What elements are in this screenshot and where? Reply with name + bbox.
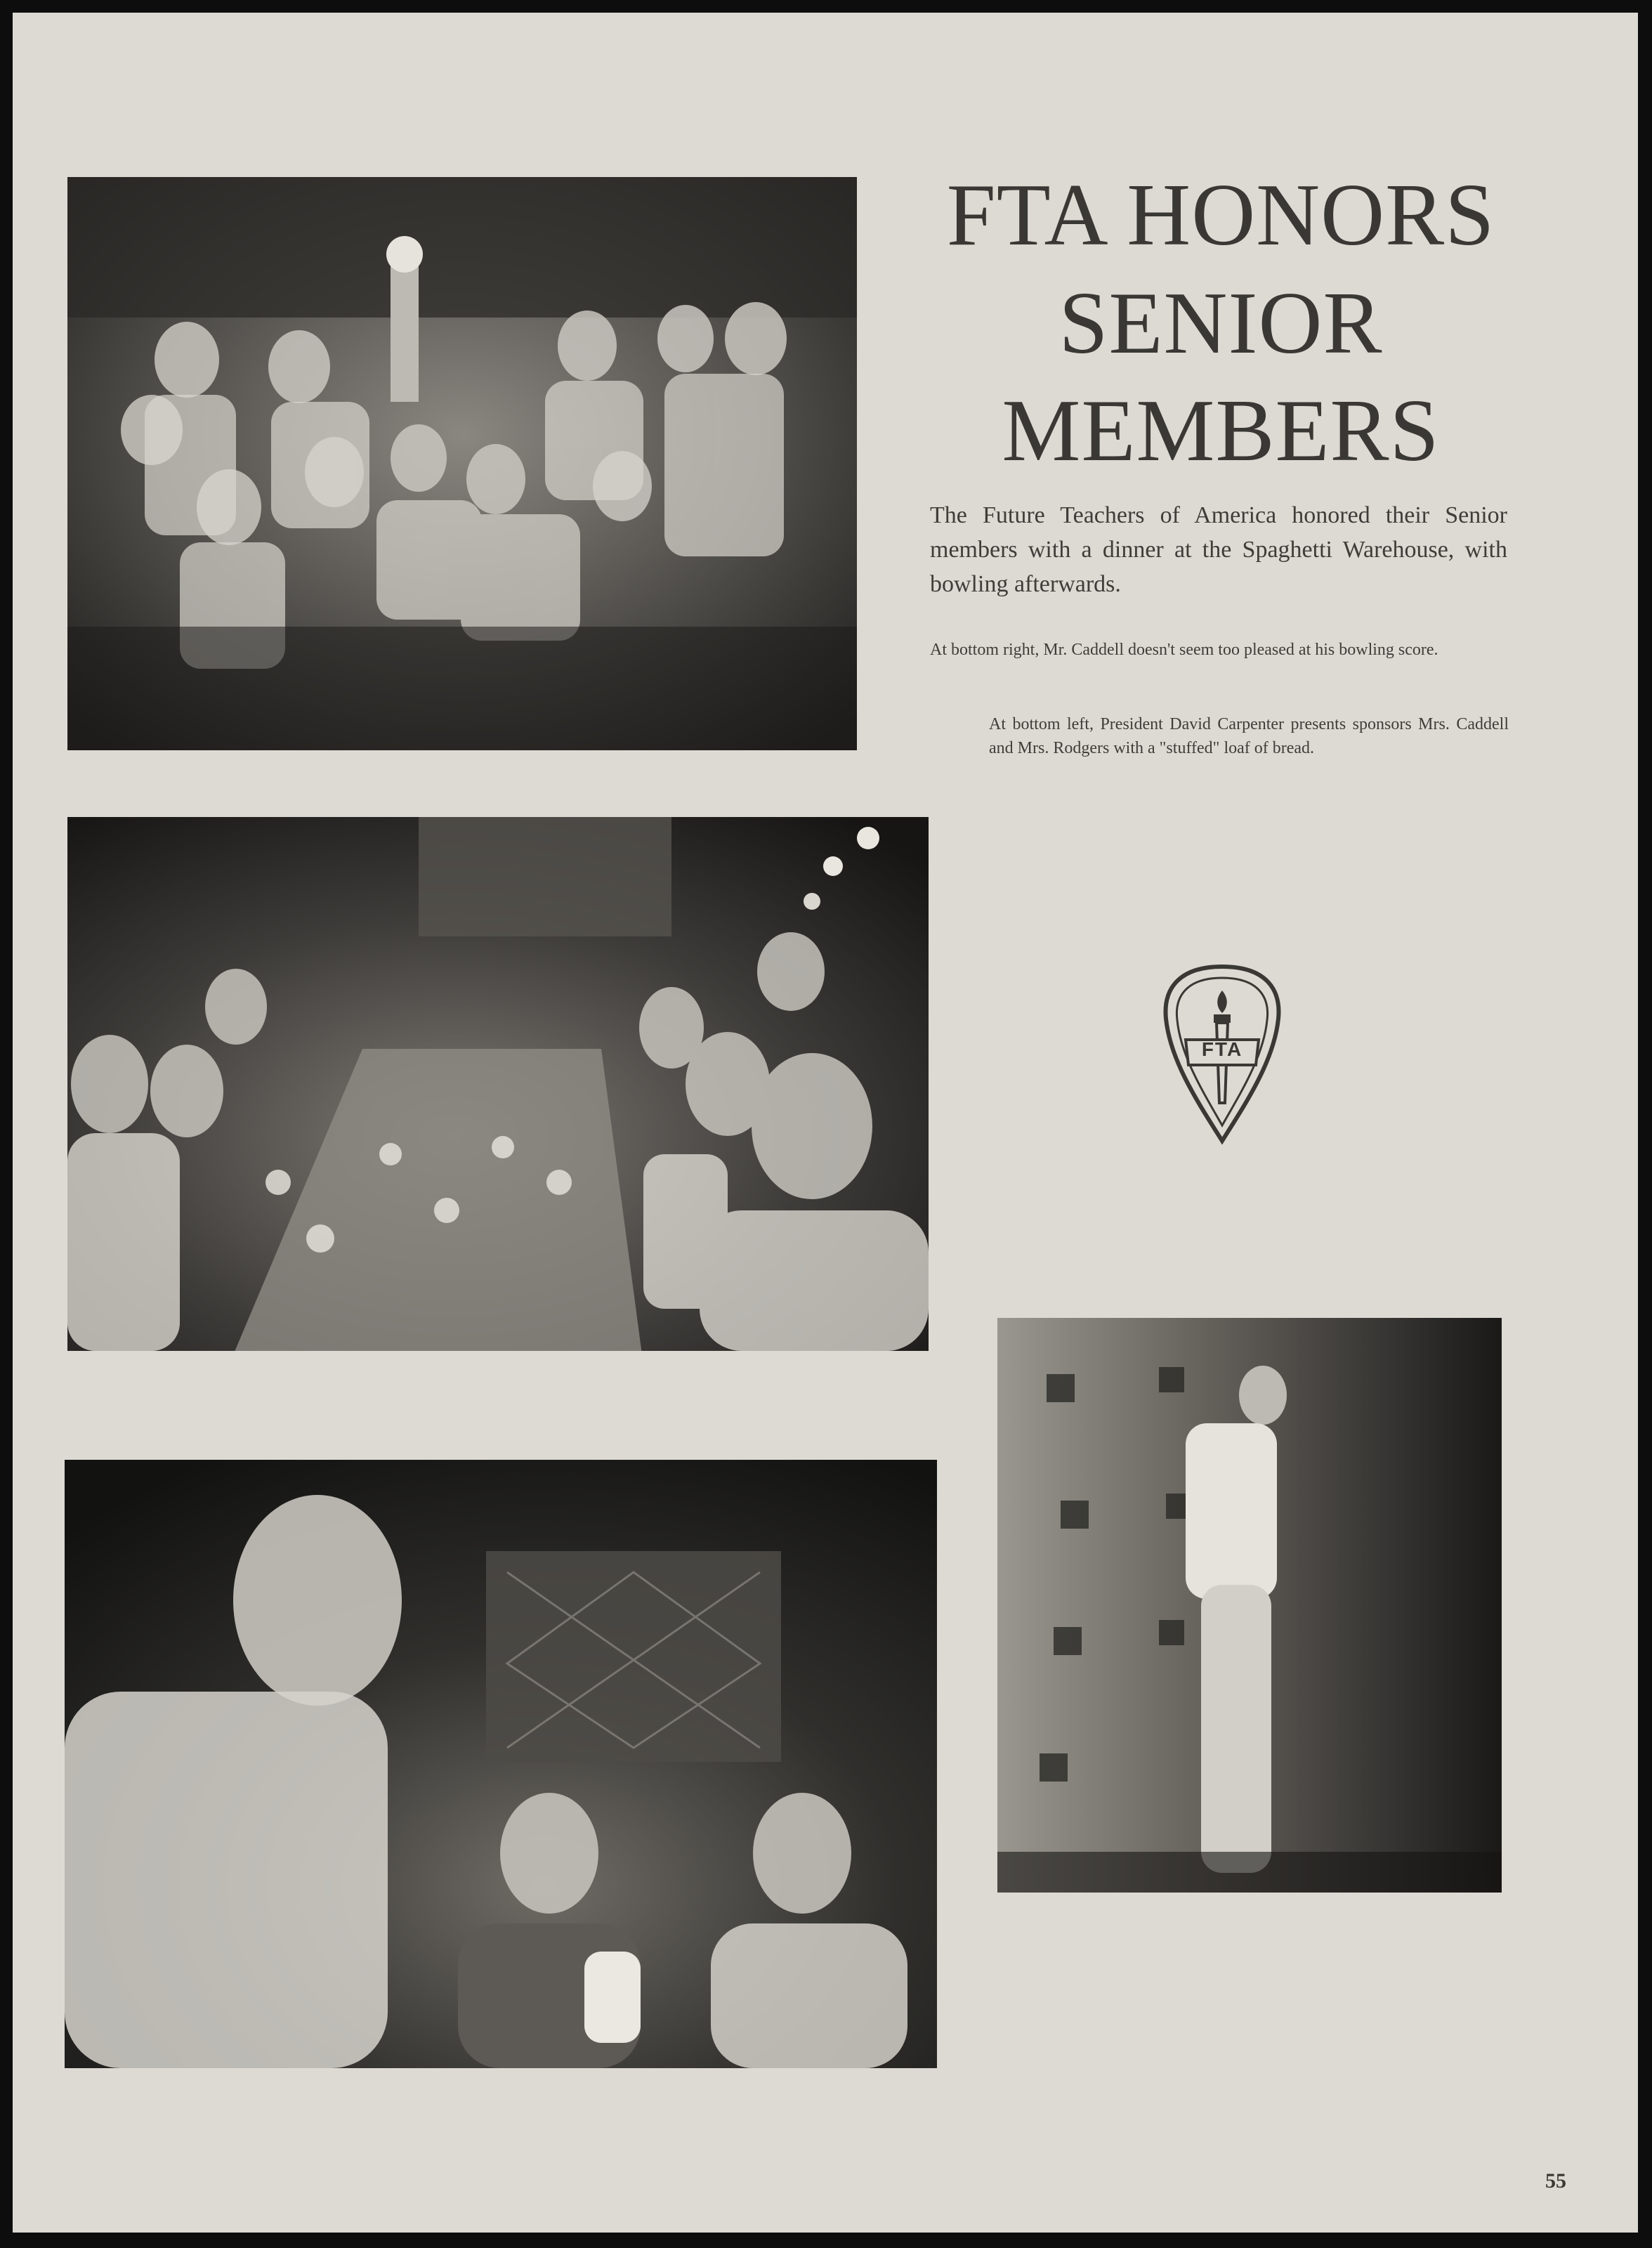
page-title <box>905 162 1537 485</box>
emblem-label: FTA <box>1201 1038 1243 1060</box>
table-group-image <box>67 817 929 1351</box>
intro-paragraph: The Future Teachers of America honored their Senior members with a dinner at the Spaghetti Warehouse, with bowling afterwards. <box>930 502 1507 597</box>
page-number: 55 <box>1545 2169 1566 2193</box>
caption-bottom-left: At bottom left, President David Carpenter presents sponsors Mrs. Caddell and Mrs. Rodgers with a "stuffed" loaf of bread. <box>989 715 1509 758</box>
bread-presentation-photo <box>65 1460 937 2068</box>
fta-emblem <box>1162 962 1283 1145</box>
title-line-1: FTA HONORS <box>946 166 1495 264</box>
group-dinner-image <box>67 177 857 750</box>
bowling-photo <box>997 1318 1502 1893</box>
caption-bottom-right: At bottom right, Mr. Caddell doesn't seem too pleased at his bowling score. <box>930 641 1438 659</box>
title-line-2: SENIOR <box>1058 274 1383 372</box>
bread-presentation-image <box>65 1460 937 2068</box>
yearbook-page <box>13 13 1638 2233</box>
group-dinner-photo <box>67 177 857 750</box>
title-line-3: MEMBERS <box>1002 382 1440 481</box>
bowling-image <box>997 1318 1502 1893</box>
table-group-photo <box>67 817 929 1351</box>
